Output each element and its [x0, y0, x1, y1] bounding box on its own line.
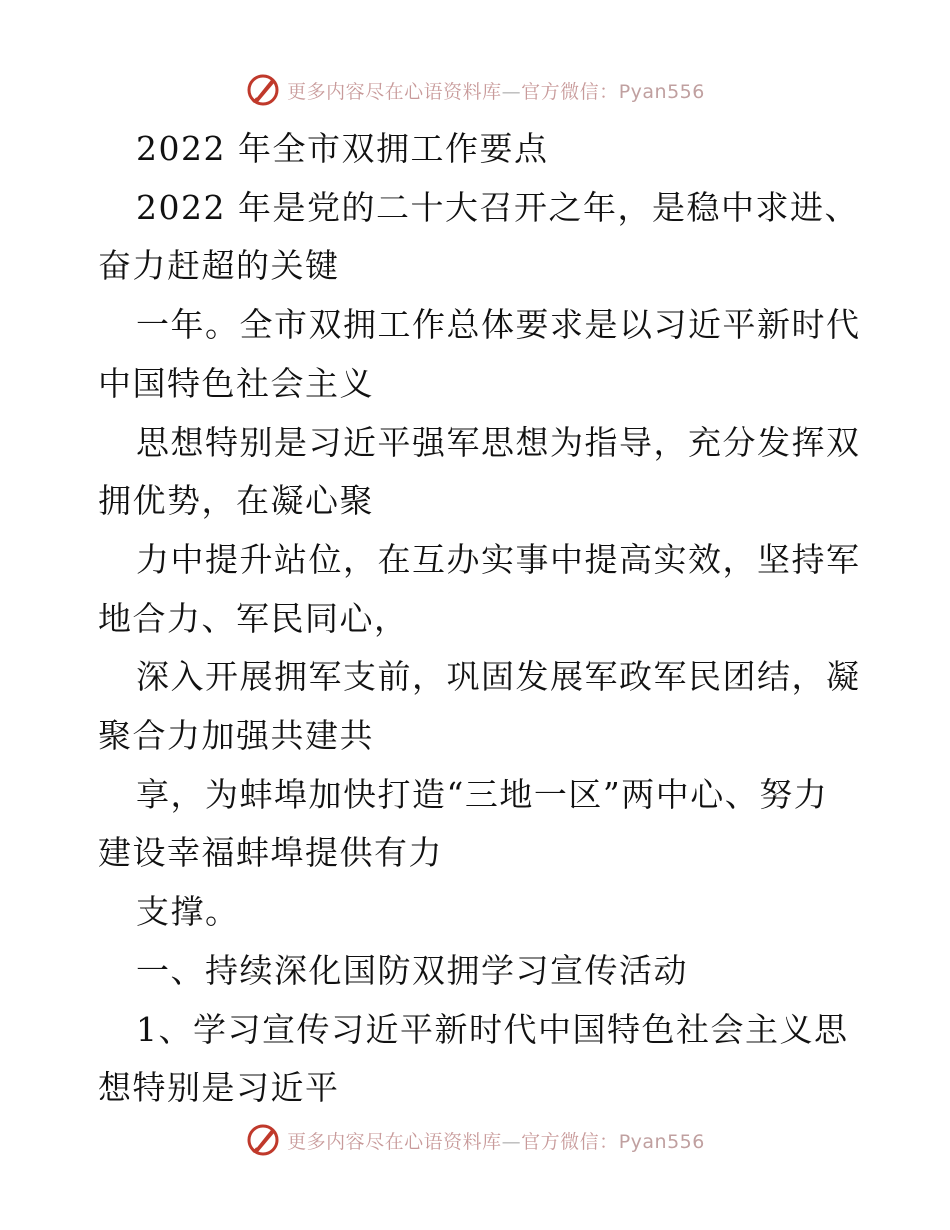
- list-item-line: 1、学习宣传习近平新时代中国特色社会主义思: [136, 1009, 849, 1049]
- paragraph-line: 地合力、军民同心，: [98, 598, 409, 638]
- watermark-text: [287, 1127, 705, 1154]
- section-heading: 一、持续深化国防双拥学习宣传活动: [136, 950, 688, 990]
- paragraph-line: 奋力赶超的关键: [98, 246, 340, 286]
- paragraph-line: 中国特色社会主义: [98, 363, 374, 403]
- document-title: 2022 年全市双拥工作要点: [136, 129, 549, 168]
- paragraph-line: 力中提升站位，在互办实事中提高实效，坚持军: [136, 539, 861, 579]
- watermark-site-text: 更多内容尽在心语资料库: [287, 80, 502, 103]
- paragraph-line: 一年。全市双拥工作总体要求是以习近平新时代: [136, 305, 861, 345]
- watermark-text: [287, 77, 705, 104]
- watermark-separator: —: [501, 1130, 522, 1153]
- paragraph-line: 深入开展拥军支前，巩固发展军政军民团结，凝: [136, 657, 861, 697]
- quill-logo-icon: [245, 1122, 281, 1158]
- list-item-line: 想特别是习近平: [98, 1068, 340, 1108]
- watermark-site-text: 更多内容尽在心语资料库: [287, 1130, 502, 1153]
- document-body: [98, 120, 861, 1118]
- header-watermark: [0, 70, 950, 110]
- paragraph-line: 2022 年是党的二十大召开之年，是稳中求进、: [136, 187, 859, 227]
- paragraph-line: 聚合力加强共建共: [98, 716, 374, 756]
- watermark-wechat-label: 官方微信：: [521, 80, 619, 103]
- watermark-wechat-id: Pyan556: [618, 80, 705, 103]
- footer-watermark: [0, 1120, 950, 1160]
- paragraph-line: 享，为蚌埠加快打造“三地一区”两中心、努力: [136, 774, 829, 814]
- paragraph-line: 支撑。: [136, 892, 240, 932]
- paragraph-line: 思想特别是习近平强军思想为指导，充分发挥双: [136, 422, 861, 462]
- watermark-wechat-id: Pyan556: [618, 1130, 705, 1153]
- quill-logo-icon: [245, 72, 281, 108]
- paragraph-line: 建设幸福蚌埠提供有力: [98, 833, 443, 873]
- watermark-wechat-label: 官方微信：: [521, 1130, 619, 1153]
- watermark-separator: —: [501, 80, 522, 103]
- paragraph-line: 拥优势，在凝心聚: [98, 481, 374, 521]
